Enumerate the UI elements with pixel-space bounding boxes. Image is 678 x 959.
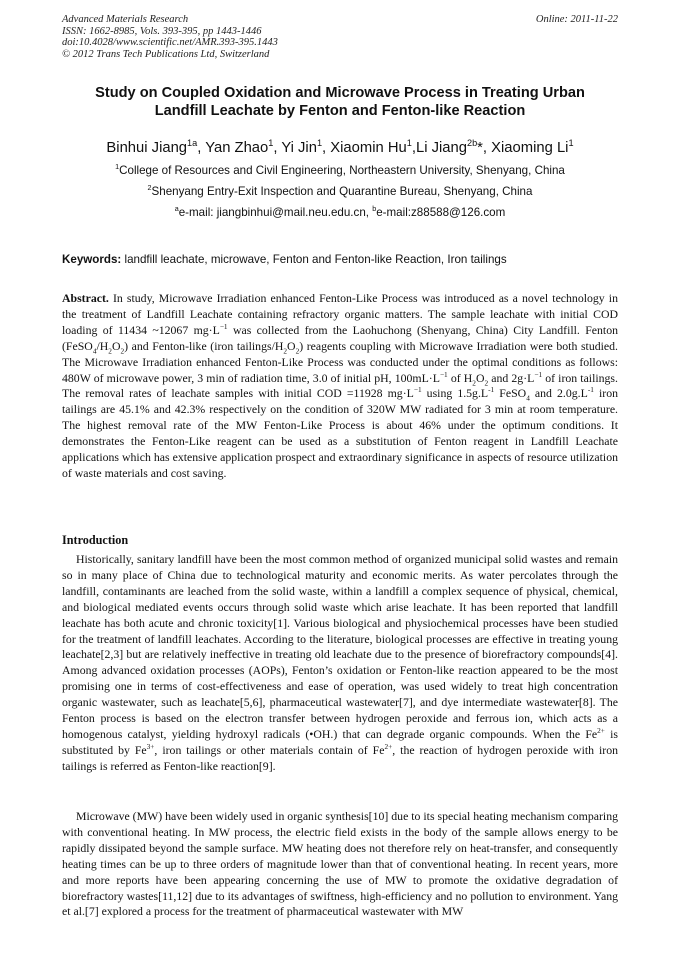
author-name: , Yi Jin xyxy=(273,140,317,156)
abstract-text: O xyxy=(475,370,485,385)
subscript: 4 xyxy=(526,393,530,403)
email-a: e-mail: jiangbinhui@mail.neu.edu.cn, xyxy=(178,206,373,219)
abstract-text: O xyxy=(287,338,296,353)
affiliation-text: Shenyang Entry-Exit Inspection and Quarantine Bureau, Shenyang, China xyxy=(151,185,533,198)
introduction-paragraph-1 xyxy=(62,552,618,775)
abstract-text: of iron tailings. The removal rates of leachate samples with initial COD =11928 mg·L xyxy=(62,370,618,401)
subscript: 2 xyxy=(283,346,288,356)
author-name: *, Xiaoming Li xyxy=(477,140,569,156)
online-date: Online: 2011-11-22 xyxy=(535,14,618,25)
exponent: −1 xyxy=(219,321,228,331)
author-name: Binhui Jiang xyxy=(106,140,188,156)
paragraph-text: , the reaction of hydrogen peroxide with iron tailings is referred as Fenton-like reaction[9]. xyxy=(62,742,618,773)
paragraph-text: is substituted by Fe xyxy=(62,726,618,757)
affiliation-text: College of Resources and Civil Engineering, Northeastern University, Shenyang, China xyxy=(119,164,565,177)
title-line-2: Landfill Leachate by Fenton and Fenton-like Reaction xyxy=(154,103,526,119)
ion-charge: 2+ xyxy=(384,741,393,751)
keywords xyxy=(62,252,618,268)
abstract-text: /H xyxy=(96,338,109,353)
paragraph-text: Historically, sanitary landfill have been the most common method of organized municipal solid wastes and remain so in many place of China due to technological maturity and economic merits. As water percolates through the landfill, contaminants are leached from the solid waste, within a landfill a complex sequence of physical, chemical, and biological mediated events occurs through solid waste which arise leachate. It has been reported that landfill leachate has both acute and chronic toxicity[1]. Various biological and physiochemical processes have been studied for the treatment of landfill leachates. According to the literature, biological processes are effective in treating young leachate[2,3] but are relatively ineffective in treating old leachate due to the presence of biorefractory compounds[4]. Among advanced oxidation processes (AOPs), Fenton’s oxidation or Fenton-like reaction appeared to be the most promising one in terms of cost-effectiveness and ease of operation, was used widely to treat high concentration organic wastewater, such as leachate[5,6], pharmaceutical wastewater[7], and dye intermediate wastewater[8]. The Fenton process is based on the electron transfer between hydrogen peroxide and ferrous ion, which acts as a homogenous catalyst, yielding hydroxyl radicals (•OH.) that can degrade organic compounds. When the Fe xyxy=(62,552,618,741)
exponent: -1 xyxy=(587,385,594,395)
affiliation-2 xyxy=(40,184,640,200)
abstract xyxy=(62,291,618,482)
subscript: 2 xyxy=(120,346,125,356)
subscript: 2 xyxy=(295,346,300,356)
exponent: -1 xyxy=(488,385,495,395)
affiliation-mark: 1 xyxy=(115,162,120,172)
abstract-text: O xyxy=(111,338,121,353)
email-line xyxy=(40,205,640,221)
introduction-paragraph-2: Microwave (MW) have been widely used in organic synthesis[10] due to its special heating mechanism comparing with conventional heating. In MW process, the electric field exists in the body of the sample allows energy to be rapidly dissipated beyond the sample surface. MW heating does not therefore rely on heat-transfer, and consequently heating times can be up to three orders of magnitude lower than that of conventional heating. In recent years, more and more reports have been appearing concerning the use of MW to promote the oxidative degradation of biorefractory wastes[11,12] due to its advantages of swiftness, high-efficiency and no pollution to environment. Yang et al.[7] explored a process for the treatment of pharmaceutical wastewater with MW xyxy=(62,809,618,919)
journal-name: Advanced Materials Research xyxy=(62,14,189,25)
subscript: 2 xyxy=(108,346,112,356)
author-mark: 1a xyxy=(187,138,198,149)
abstract-text: ) reagents coupling with Microwave Irradiation were both studied. The Microwave Irradiation enhanced Fenton-Like Process was conducted under the optimal conditions as follows: 480W of microwave power, 3 min of radiation time, 3.0 of initial pH, 100mL·L xyxy=(62,338,618,385)
abstract-text: iron tailings are 45.1% and 42.3% respectively on the condition of 320W MW radiated for 3 min at room temperature. The highest removal rate of the MW Fenton-Like Process is about 46% under the optimum conditions. It demonstrates the Fenton-Like reagent can be used as a substitution of Fenton reagent in Landfill Leachate applications which has extensive application prospect and extraordinary significance in aspects of resource utilization of waste materials and cost saving. xyxy=(62,386,619,480)
abstract-text: and 2g·L xyxy=(488,370,535,385)
author-list xyxy=(40,138,640,158)
affiliation-mark: 2 xyxy=(147,183,152,193)
subscript: 2 xyxy=(472,377,476,387)
email-b: e-mail:z88588@126.com xyxy=(376,206,506,219)
exponent: −1 xyxy=(413,385,422,395)
issn-line: ISSN: 1662-8985, Vols. 393-395, pp 1443-1446 xyxy=(62,25,262,37)
author-name: , Yan Zhao xyxy=(197,140,269,156)
abstract-text: was collected from the Laohuchong (Shenyang, China) City Landfill. Fenton (FeSO xyxy=(62,322,618,353)
ion-charge: 3+ xyxy=(146,741,155,751)
author-mark: 2b xyxy=(466,138,478,149)
paper-title xyxy=(60,84,620,120)
affiliation-1 xyxy=(40,163,640,179)
keywords-text: landfill leachate, microwave, Fenton and Fenton-like Reaction, Iron tailings xyxy=(121,253,507,266)
email-mark: b xyxy=(372,204,377,214)
author-mark: 1 xyxy=(316,138,323,149)
abstract-text: using 1.5g.L xyxy=(421,386,489,401)
introduction-heading: Introduction xyxy=(62,533,129,547)
subscript: 4 xyxy=(92,346,97,356)
copyright-line: © 2012 Trans Tech Publications Ltd, Switzerland xyxy=(62,48,270,60)
author-mark: 1 xyxy=(568,138,574,149)
abstract-label: Abstract. xyxy=(62,291,109,305)
keywords-label: Keywords: xyxy=(62,253,122,266)
title-line-1: Study on Coupled Oxidation and Microwave Process in Treating Urban xyxy=(95,85,585,101)
exponent: −1 xyxy=(534,369,543,379)
abstract-text: In study, Microwave Irradiation enhanced Fenton-Like Process was introduced as a novel technology in the treatment of Landfill Leachate containing refractory organic matters. The sample leachate with initial COD loading of 11434 ~12067 mg·L xyxy=(62,291,618,337)
paragraph-text: , iron tailings or other materials contain of Fe xyxy=(154,742,385,757)
journal-header xyxy=(62,14,618,60)
abstract-text: ) and Fenton-like (iron tailings/H xyxy=(124,338,284,353)
abstract-text: FeSO xyxy=(494,386,527,401)
email-mark: a xyxy=(174,204,179,214)
subscript: 2 xyxy=(484,377,489,387)
abstract-text: of H xyxy=(447,370,473,385)
author-name: , Xiaomin Hu xyxy=(322,140,407,156)
author-name: ,Li Jiang xyxy=(411,140,467,156)
author-mark: 1 xyxy=(406,138,412,149)
doi-line: doi:10.4028/www.scientific.net/AMR.393-395.1443 xyxy=(62,37,278,49)
ion-charge: 2+ xyxy=(597,726,605,736)
author-mark: 1 xyxy=(268,138,274,149)
exponent: −1 xyxy=(439,369,448,379)
abstract-text: and 2.0g.L xyxy=(529,386,588,401)
